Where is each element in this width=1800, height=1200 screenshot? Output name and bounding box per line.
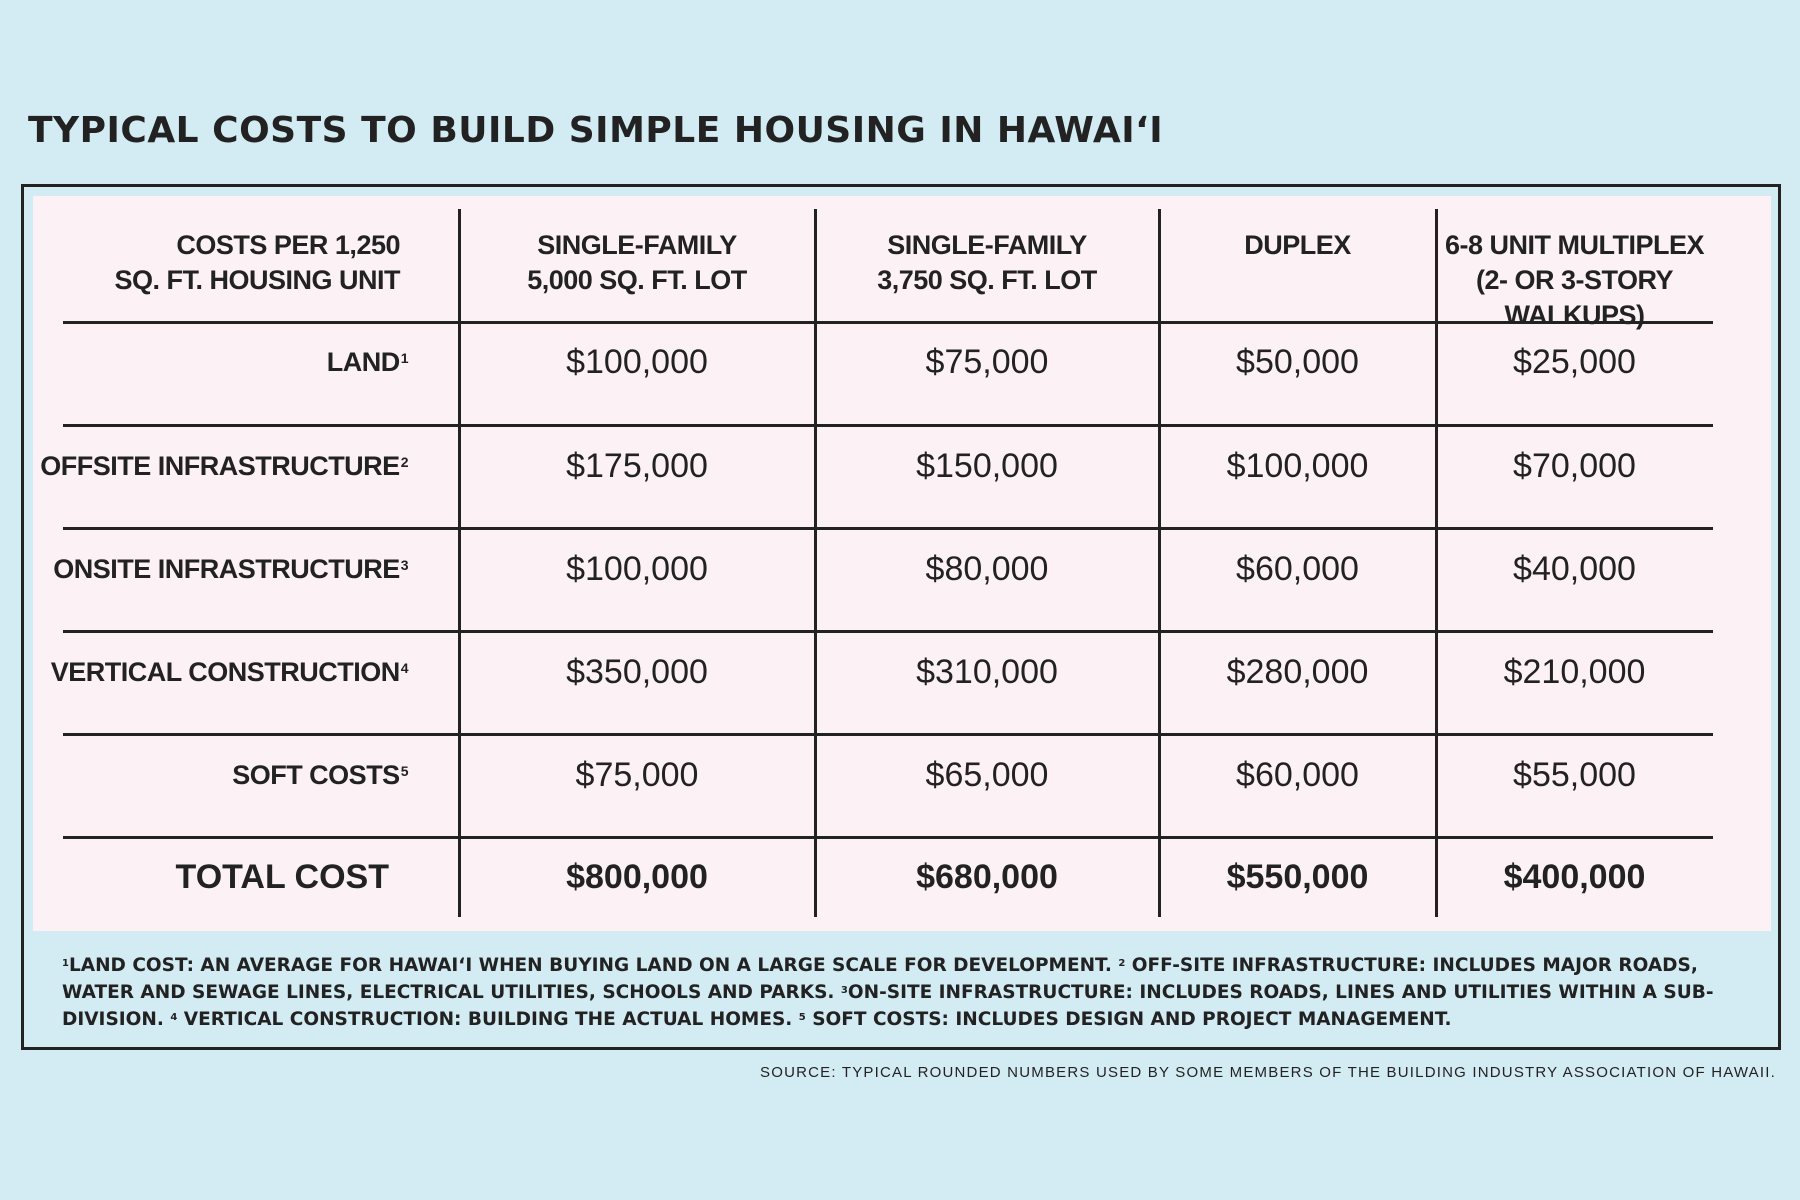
table-cell: $40,000 xyxy=(1513,550,1636,588)
total-cell: $800,000 xyxy=(566,858,708,896)
footnote-3: ON-SITE INFRASTRUCTURE: INCLUDES ROADS, LINES AND UTILITIES WITHIN A SUB-DIVISION. xyxy=(62,982,1714,1030)
table-cell: $150,000 xyxy=(916,447,1058,485)
row-divider xyxy=(63,836,1713,839)
row-label-text: SOFT COSTS xyxy=(232,760,400,790)
footnote-2: OFF-SITE INFRASTRUCTURE: INCLUDES MAJOR ROADS, WATER AND SEWAGE LINES, ELECTRICAL UTILITIES, SCHOOLS AND PARKS. xyxy=(62,955,1698,1003)
total-cell: $550,000 xyxy=(1226,858,1369,896)
footnote-5: SOFT COSTS: INCLUDES DESIGN AND PROJECT MANAGEMENT. xyxy=(812,1009,1452,1030)
table-cell: $50,000 xyxy=(1236,343,1359,381)
table-cell: $100,000 xyxy=(566,550,708,588)
table-cell: $65,000 xyxy=(925,756,1049,794)
row-label xyxy=(40,652,408,692)
row-label-text: VERTICAL CONSTRUCTION xyxy=(50,657,400,687)
footnote-mark-5: 5 xyxy=(798,1012,806,1023)
footnote-4: VERTICAL CONSTRUCTION: BUILDING THE ACTUAL HOMES. xyxy=(183,1009,793,1030)
table-cell: $60,000 xyxy=(1236,550,1359,588)
table-cell: $175,000 xyxy=(566,447,708,485)
footnotes xyxy=(62,952,1752,1033)
row-label-text: OFFSITE INFRASTRUCTURE xyxy=(40,451,400,481)
table-cell: $280,000 xyxy=(1226,653,1369,691)
row-divider xyxy=(63,527,1713,530)
row-divider xyxy=(63,630,1713,633)
table-cell: $210,000 xyxy=(1503,653,1646,691)
column-header: DUPLEX xyxy=(1244,230,1351,260)
chart-title: TYPICAL COSTS TO BUILD SIMPLE HOUSING IN HAWAI‘I xyxy=(28,110,1164,151)
table-cell: $25,000 xyxy=(1513,343,1636,381)
corner-header: COSTS PER 1,250 SQ. FT. HOUSING UNIT xyxy=(114,230,400,295)
table-cell: $70,000 xyxy=(1513,447,1636,485)
row-label-text: ONSITE INFRASTRUCTURE xyxy=(53,554,400,584)
footnote-mark-4: 4 xyxy=(170,1012,178,1023)
row-note-mark: 5 xyxy=(400,763,408,779)
table-cell: $80,000 xyxy=(925,550,1049,588)
total-cell: $400,000 xyxy=(1503,858,1646,896)
column-header: SINGLE-FAMILY 5,000 SQ. FT. LOT xyxy=(527,230,747,295)
total-cell: $680,000 xyxy=(916,858,1058,896)
table-cell: $75,000 xyxy=(575,756,699,794)
row-note-mark: 3 xyxy=(400,557,408,573)
row-label xyxy=(40,342,408,382)
row-divider xyxy=(63,424,1713,427)
total-label: TOTAL COST xyxy=(175,858,389,896)
row-note-mark: 1 xyxy=(400,350,408,366)
row-note-mark: 2 xyxy=(400,454,408,470)
table-cell: $350,000 xyxy=(566,653,708,691)
footnote-mark-2: 2 xyxy=(1118,958,1126,969)
table-cell: $75,000 xyxy=(925,343,1049,381)
row-note-mark: 4 xyxy=(400,660,408,676)
source-note: SOURCE: TYPICAL ROUNDED NUMBERS USED BY SOME MEMBERS OF THE BUILDING INDUSTRY ASSOCIATION OF HAWAII. xyxy=(760,1064,1776,1081)
row-label-text: LAND xyxy=(326,347,400,377)
row-label xyxy=(40,755,408,795)
column-header: SINGLE-FAMILY 3,750 SQ. FT. LOT xyxy=(877,230,1097,295)
table-cell: $310,000 xyxy=(916,653,1058,691)
table-cell: $100,000 xyxy=(566,343,708,381)
table-cell: $55,000 xyxy=(1513,756,1636,794)
footnote-mark-1: 1 xyxy=(62,958,69,969)
table-cell: $100,000 xyxy=(1226,447,1369,485)
table-cell: $60,000 xyxy=(1236,756,1359,794)
column-header: 6-8 UNIT MULTIPLEX (2- OR 3-STORY WALKUPS) xyxy=(1444,230,1704,330)
row-divider xyxy=(63,733,1713,736)
footnote-1: LAND COST: AN AVERAGE FOR HAWAI‘I WHEN BUYING LAND ON A LARGE SCALE FOR DEVELOPMENT. xyxy=(68,955,1112,976)
row-label xyxy=(40,549,408,589)
footnote-mark-3: 3 xyxy=(840,985,848,996)
row-label xyxy=(40,446,408,486)
